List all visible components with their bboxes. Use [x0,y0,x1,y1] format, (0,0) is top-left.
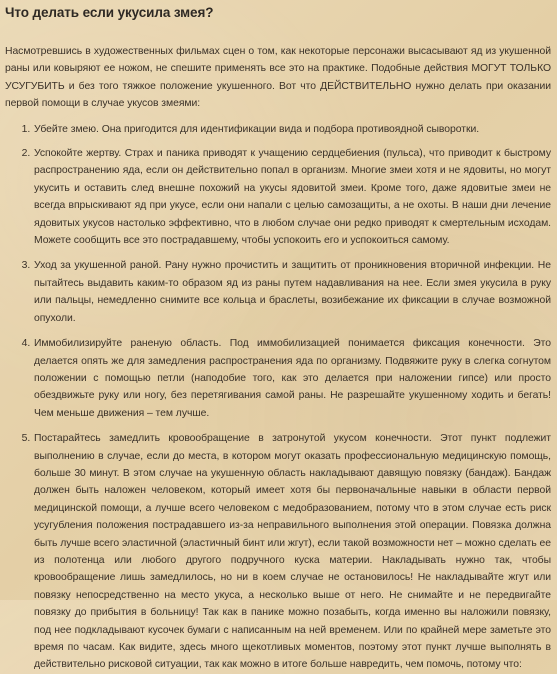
article-title: Что делать если укусила змея? [5,5,214,20]
list-item: 5. Постарайтесь замедлить кровообращение в затронутой укусом конечности. Этот пункт подлежит выполнению в случае, если до места, в котором могут оказать профессиональную медицинскую помощь, больше 30 минут. В этом случае на укушенную область накладывают давящую повязку (бандаж). Бандаж должен быть наложен человеком, который имеет хотя бы первоначальные навыки в области первой медицинской помощи, а лучше всего человеком с медобразованием, потому что в этом случае есть риск усугубления положения пострадавшего из-за неправильного выполнения этой операции. Повязка должна быть лучше всего эластичной (эластичный бинт или жгут), если такой возможности нет – можно сделать ее из полотенца или любого другого подручного куска материи. Накладывать нужно так, чтобы кровообращение лишь замедлилось, но ни в коем случае не остановилось! Не накладывайте жгут или повязку непосредственно на место укуса, а несколько выше от него. Не снимайте и не передвигайте повязку до прибытия в больницу! Так как в панике можно позабыть, когда именно вы наложили повязку, под нее подкладывают кусочек бумаги с написанным на ней временем. Или по крайней мере заметьте это время по часам. Как видите, здесь много щекотливых моментов, поэтому этот пункт лучше выполнять в действительно рисковой ситуации, так как можно в итоге больше навредить, чем помочь, потому что: [33,430,551,674]
article-intro: Насмотревшись в художественных фильмах сцен о том, как некоторые персонажи высасывают яд из укушенной раны или ковыряют ее ножом, не спешите применять все это на практике. Подобные действия МОГУТ ТОЛЬКО УСУГУБИТЬ и без того тяжкое положение укушенного. Вот что ДЕЙСТВИТЕЛЬНО нужно делать при оказании первой помощи в случае укусов змеями: [5,46,551,110]
list-item: 2. Успокойте жертву. Страх и паника приводят к учащению сердцебиения (пульса), что приводит к быстрому распространению яда, если он действительно попал в организм. Многие змеи хотя и не ядовиты, но могут укусить и оставить след внешне похожий на укусы ядовитой змеи. Кроме того, даже ядовитые змеи не всегда впрыскивают яд при укусе, если они напали с целью самозащиты, а не охоты. В наши дни лечение ядовитых укусов настолько эффективно, что в любом случае они редко приводят к смертельным исходам. Можете сообщить все это пострадавшему, чтобы успокоить его и успокоиться самому. [33,145,551,249]
article [5,0,551,674]
list-item: 1. Убейте змею. Она пригодится для идентификации вида и подбора противоядной сыворотки. [33,121,551,138]
list-item: 4. Иммобилизируйте раненую область. Под иммобилизацией понимается фиксация конечности. Это делается опять же для замедления распространения яда по организму. Подвяжите руку в слегка согнутом положении с помощью петли (наподобие того, как это делается при наложении гипсе) или просто обездвижьте руку или ногу, без перетягивания самой раны. Не разрешайте укушенному ходить и бегать! Чем меньше движения – тем лучше. [33,335,551,422]
first-aid-steps-list [5,121,551,674]
list-item: 3. Уход за укушенной раной. Рану нужно прочистить и защитить от проникновения вторичной инфекции. Не пытайтесь выдавить каким-то образом яд из раны путем надавливания на нее. Если змея укусила в руку или пальцы, немедленно снимите все кольца и браслеты, возибежание их фиксации в случае возможной опухоли. [33,257,551,327]
